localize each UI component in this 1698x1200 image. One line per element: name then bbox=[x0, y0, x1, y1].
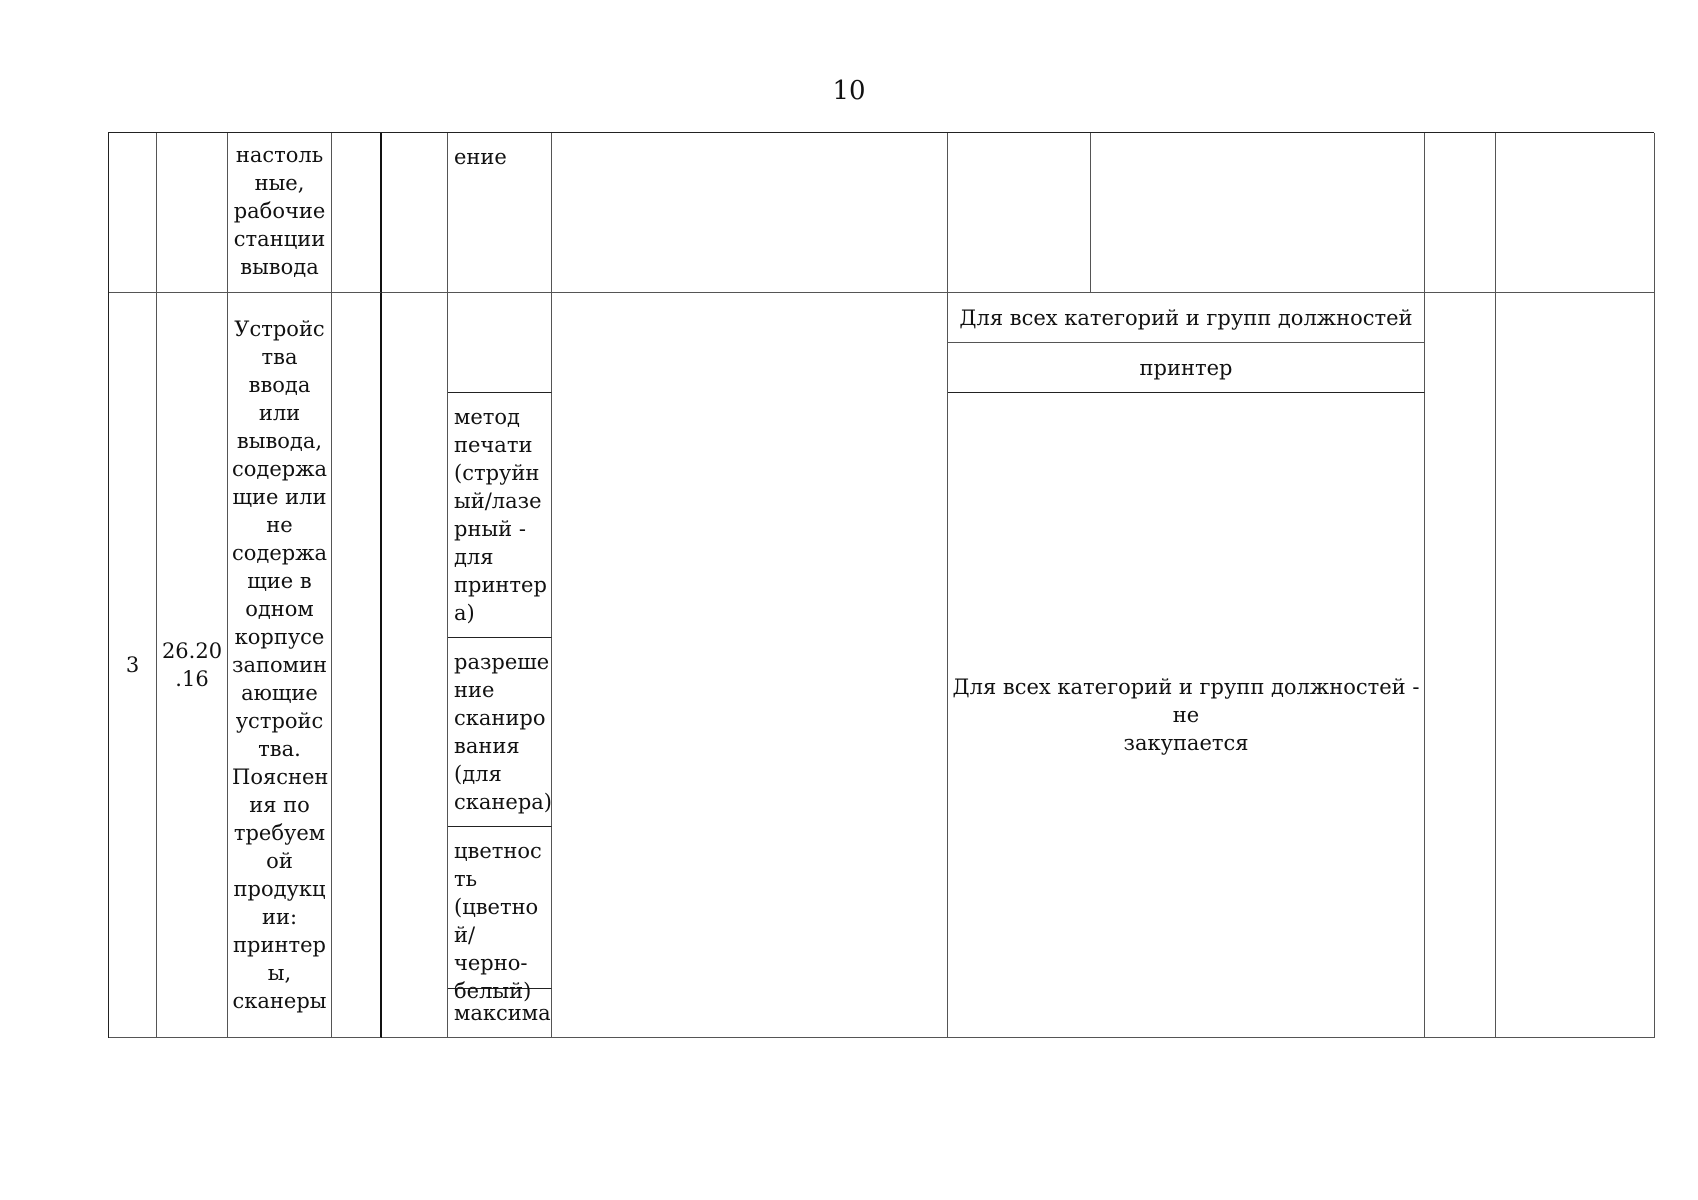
row2-code: 26.20 .16 bbox=[161, 639, 223, 691]
row2-code-cell bbox=[157, 293, 228, 1038]
all-categories-header-cell bbox=[948, 293, 1425, 343]
row1-col7-cell bbox=[552, 133, 948, 293]
not-purchased-cell bbox=[948, 393, 1425, 1038]
row2-number-cell bbox=[109, 293, 157, 1038]
row1-col10-cell bbox=[1425, 133, 1496, 293]
row1-characteristic-cell: ение bbox=[448, 133, 552, 293]
row1-col8-cell bbox=[948, 133, 1091, 293]
page-number: 10 bbox=[832, 76, 866, 106]
row2-name-cell: Устройс тва ввода или вывода, содержа щие или не содержа щие в одном корпусе запомин ающие устройс тва. Пояснен ия по требуем ой продукц ии: принтер ы, сканеры bbox=[228, 293, 332, 1038]
characteristic-max: максима bbox=[448, 989, 552, 1038]
row2-col7-cell bbox=[552, 293, 948, 1038]
row1-col4-cell bbox=[332, 133, 382, 293]
device-printer-label: принтер bbox=[1139, 355, 1233, 380]
row2-characteristic-empty-cell bbox=[448, 293, 552, 393]
characteristic-color: цветнос ть (цветно й/черно- белый) bbox=[448, 827, 552, 989]
row1-col9-cell bbox=[1091, 133, 1425, 293]
row2-col4-cell bbox=[332, 293, 382, 1038]
row2-col11-cell bbox=[1496, 293, 1655, 1038]
row1-col11-cell bbox=[1496, 133, 1655, 293]
row1-number-cell bbox=[109, 133, 157, 293]
characteristic-scan-resolution: разреше ние сканиро вания (для сканера) bbox=[448, 638, 552, 827]
not-purchased-label: Для всех категорий и групп должностей - не закупается bbox=[952, 675, 1420, 755]
row2-col10-cell bbox=[1425, 293, 1496, 1038]
row2-number: 3 bbox=[125, 653, 140, 677]
requirements-table bbox=[108, 132, 1654, 1038]
device-printer-cell bbox=[948, 343, 1425, 393]
row2-col5-cell bbox=[382, 293, 448, 1038]
row1-col5-cell bbox=[382, 133, 448, 293]
all-categories-label: Для всех категорий и групп должностей bbox=[959, 305, 1413, 330]
characteristic-print-method: метод печати (струйн ый/лазе рный - для принтер а) bbox=[448, 393, 552, 638]
row1-code-cell bbox=[157, 133, 228, 293]
row1-name-cell: настоль ные, рабочие станции вывода bbox=[228, 133, 332, 293]
